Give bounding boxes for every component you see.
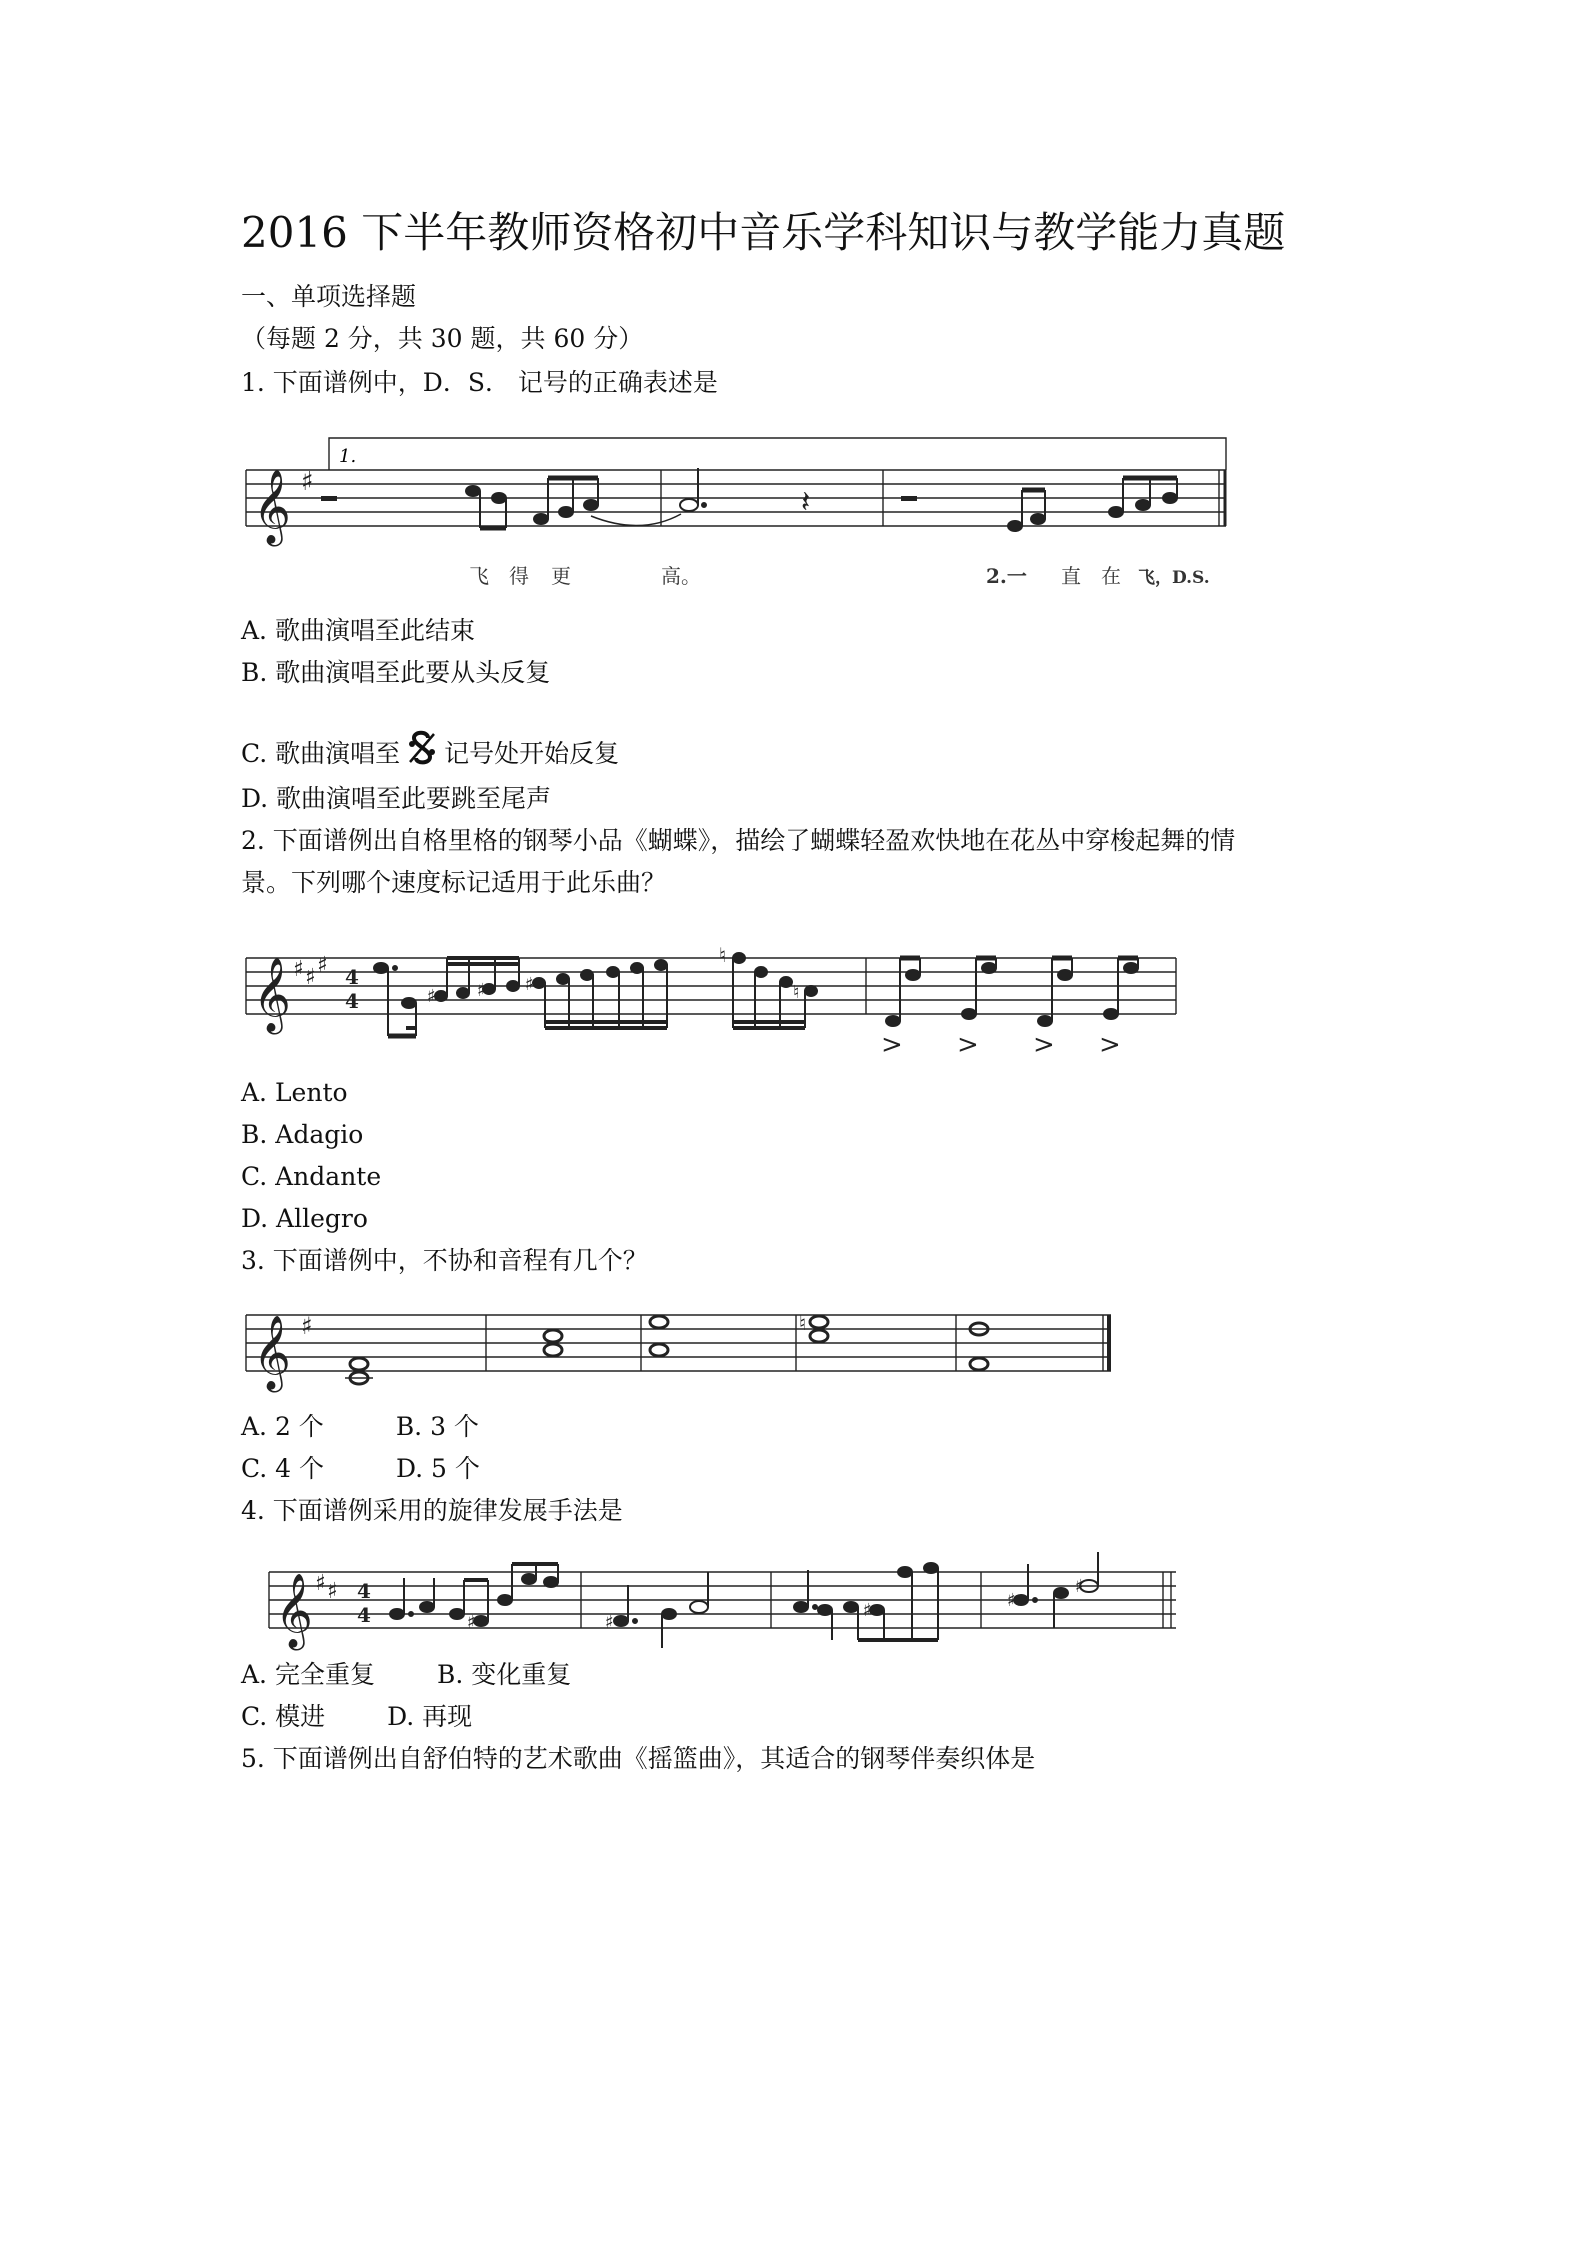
- q2-option-d: D. Allegro: [241, 1204, 368, 1233]
- question-3-stem: 3. 下面谱例中，不协和音程有几个？: [241, 1246, 648, 1275]
- svg-text:♯: ♯: [293, 957, 304, 982]
- q4-options-row1: [241, 1658, 571, 1692]
- lyric: 得: [509, 564, 529, 588]
- q1-option-c: [241, 728, 619, 771]
- q1-option-b: B. 歌曲演唱至此要从头反复: [241, 658, 551, 687]
- question-5-stem: 5. 下面谱例出自舒伯特的艺术歌曲《摇篮曲》，其适合的钢琴伴奏织体是: [241, 1744, 1036, 1773]
- q3-option-b: B. 3 个: [395, 1412, 479, 1441]
- q4-option-c: C. 模进: [241, 1702, 326, 1731]
- score-example-2: [241, 928, 1186, 1058]
- q1-option-a: A. 歌曲演唱至此结束: [241, 616, 475, 645]
- q4-options-row2: [241, 1700, 472, 1734]
- svg-text:♮: ♮: [719, 943, 727, 967]
- score-example-3: [241, 1290, 1121, 1400]
- svg-text:♯: ♯: [477, 980, 486, 1001]
- q3-option-d: D. 5 个: [395, 1454, 480, 1483]
- svg-text:𝄽: 𝄽: [801, 485, 811, 520]
- lyric: 更: [551, 564, 571, 588]
- svg-text:♮: ♮: [799, 1311, 807, 1335]
- segno-icon: [404, 728, 440, 768]
- lyric: 在: [1101, 564, 1121, 588]
- q4-option-a: A. 完全重复: [241, 1660, 375, 1689]
- q3-options-row2: [241, 1452, 480, 1486]
- svg-text:♯: ♯: [525, 974, 534, 995]
- svg-text:♯: ♯: [301, 1312, 313, 1340]
- question-1-stem: 1. 下面谱例中，D．S． 记号的正确表述是: [241, 368, 718, 397]
- svg-text:>: >: [1099, 1030, 1121, 1058]
- q4-option-d: D. 再现: [387, 1702, 473, 1731]
- q1-option-c-suffix: 记号处开始反复: [444, 739, 620, 768]
- lyric: 飞: [469, 564, 489, 588]
- lyric: 飞，D.S.: [1138, 568, 1210, 588]
- section-note: （每题 2 分，共 30 题，共 60 分）: [241, 324, 644, 353]
- svg-text:4: 4: [357, 1603, 371, 1627]
- q1-option-c-text: C. 歌曲演唱至: [241, 739, 401, 768]
- svg-text:♯: ♯: [305, 965, 316, 990]
- volta-label: 1.: [339, 446, 357, 467]
- score-example-1: [241, 428, 1241, 603]
- q3-option-a: A. 2 个: [241, 1412, 324, 1441]
- question-4-stem: 4. 下面谱例采用的旋律发展手法是: [241, 1496, 623, 1525]
- q4-option-b: B. 变化重复: [436, 1660, 572, 1689]
- svg-text:♯: ♯: [427, 986, 436, 1007]
- svg-text:♯: ♯: [315, 1571, 326, 1596]
- q3-option-c: C. 4 个: [241, 1454, 324, 1483]
- svg-text:♯: ♯: [863, 1600, 872, 1621]
- treble-clef-icon: 𝄞: [275, 1574, 313, 1648]
- q2-option-c: C. Andante: [241, 1162, 382, 1191]
- svg-text:♯: ♯: [317, 953, 328, 978]
- svg-text:♯: ♯: [605, 1612, 614, 1633]
- lyric: 直: [1061, 564, 1081, 588]
- sharp-icon: ♯: [301, 467, 314, 497]
- section-heading: 一、单项选择题: [241, 282, 417, 311]
- score-example-4: [241, 1540, 1186, 1655]
- treble-clef-icon: 𝄞: [253, 470, 291, 544]
- question-2-stem-line1: 2. 下面谱例出自格里格的钢琴小品《蝴蝶》，描绘了蝴蝶轻盈欢快地在花丛中穿梭起舞的情: [241, 826, 1236, 855]
- document-title: 2016 下半年教师资格初中音乐学科知识与教学能力真题: [241, 208, 1286, 257]
- svg-text:♯: ♯: [327, 1579, 338, 1604]
- svg-text:4: 4: [345, 989, 359, 1013]
- svg-text:♯: ♯: [467, 1612, 476, 1633]
- treble-clef-icon: 𝄞: [253, 958, 291, 1032]
- q3-options-row1: [241, 1410, 479, 1444]
- lyric: 高。: [661, 564, 701, 588]
- svg-text:4: 4: [357, 1579, 371, 1603]
- svg-text:♮: ♮: [793, 982, 800, 1003]
- svg-text:♯: ♯: [1075, 1576, 1084, 1597]
- lyric: 2.一: [986, 564, 1027, 588]
- svg-text:>: >: [957, 1030, 979, 1058]
- q1-option-d: D. 歌曲演唱至此要跳至尾声: [241, 784, 552, 813]
- svg-text:♯: ♯: [1007, 1590, 1016, 1611]
- treble-clef-icon: 𝄞: [253, 1316, 291, 1390]
- q2-option-b: B. Adagio: [241, 1120, 364, 1149]
- q2-option-a: A. Lento: [241, 1078, 348, 1107]
- svg-text:4: 4: [345, 965, 359, 989]
- question-2-stem-line2: 景。下列哪个速度标记适用于此乐曲？: [241, 868, 667, 897]
- svg-text:>: >: [881, 1030, 903, 1058]
- svg-text:>: >: [1033, 1030, 1055, 1058]
